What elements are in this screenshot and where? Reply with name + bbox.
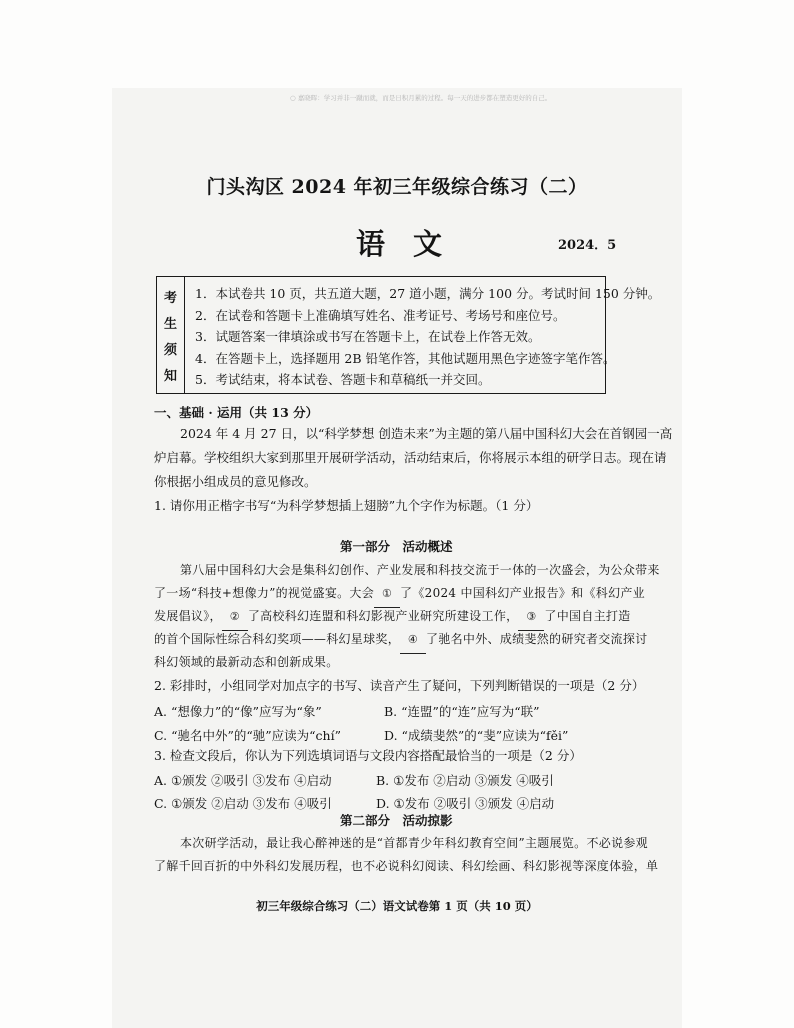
intro-line: 炉启幕。学校组织大家到那里开展研学活动，活动结束后，你将展示本组的研学日志。现在请 xyxy=(154,450,667,465)
exam-notice-box xyxy=(156,276,661,394)
question-3-stem: 3. 检查文段后，你认为下列选填词语与文段内容搭配最恰当的一项是（2 分） xyxy=(154,748,582,763)
part1-line: 第八届中国科幻大会是集科幻创作、产业发展和科技交流于一体的一次盛会，为公众带来 xyxy=(180,563,660,577)
q2-option-a: A. “想像力”的“像”应写为“象” xyxy=(154,704,322,719)
notice-item: 4．在答题卡上，选择题用 2B 铅笔作答，其他试题用黑色字迹签字笔作答。 xyxy=(195,350,616,366)
part2-line: 了解千回百折的中外科幻发展历程，也不必说科幻阅读、科幻绘画、科幻影视等深度体验，单 xyxy=(154,859,659,873)
q3-option-d: D. ①发布 ②吸引 ③颁发 ④启动 xyxy=(376,796,555,811)
notice-label-char: 须 xyxy=(163,342,177,358)
part2-line: 本次研学活动，最让我心醉神迷的是“首都青少年科幻教育空间”主题展览。不必说参观 xyxy=(180,836,648,850)
question-1: 1. 请你用正楷字书写“为科学梦想插上翅膀”九个字作为标题。（1 分） xyxy=(154,498,539,513)
blank-3: ③ xyxy=(518,604,544,631)
q2-option-d: D. “成绩斐然”的“斐”应读为“fěi” xyxy=(384,728,569,743)
q3-option-b: B. ①发布 ②启动 ③颁发 ④吸引 xyxy=(376,773,554,788)
part1-text: 了高校科幻连盟和科幻影视产业研究所建设工作， xyxy=(247,609,519,623)
notice-item: 3．试题答案一律填涂或书写在答题卡上，在试卷上作答无效。 xyxy=(195,329,541,344)
blank-1: ① xyxy=(374,581,400,608)
part1-text: 发展倡议》， xyxy=(154,609,222,623)
exam-title: 门头沟区 2024 年初三年级综合练习（二） xyxy=(206,176,588,198)
notice-label-char: 知 xyxy=(163,368,177,384)
notice-item: 1．本试卷共 10 页，共五道大题，27 道小题，满分 100 分。考试时间 150 分钟。 xyxy=(195,286,661,301)
q2-option-c: C. “驰名中外”的“驰”应读为“chí” xyxy=(154,728,341,743)
exam-date: 2024．5 xyxy=(558,238,617,253)
part1-text: 了《2024 中国科幻产业报告》和《科幻产业 xyxy=(400,586,645,600)
q2-option-b: B. “连盟”的“连”应写为“联” xyxy=(384,704,540,719)
q3-option-c: C. ①颁发 ②启动 ③发布 ④吸引 xyxy=(154,796,332,811)
q3-option-a: A. ①颁发 ②吸引 ③发布 ④启动 xyxy=(154,773,332,788)
subject-title: 语文 xyxy=(356,227,471,261)
part1-line: 科幻领域的最新动态和创新成果。 xyxy=(154,655,339,669)
notice-item: 2．在试卷和答题卡上准确填写姓名、准考证号、考场号和座位号。 xyxy=(195,307,566,323)
section1-heading: 一、基础 · 运用（共 13 分） xyxy=(154,405,319,420)
intro-line: 2024 年 4 月 27 日，以“科学梦想 创造未来”为主题的第八届中国科幻大会在首钢园一高 xyxy=(180,426,673,441)
notice-label-char: 生 xyxy=(163,316,177,332)
page-footer: 初三年级综合练习（二）语文试卷第 1 页（共 10 页） xyxy=(256,899,538,913)
notice-label xyxy=(157,277,185,393)
intro-line: 你根据小组成员的意见修改。 xyxy=(154,474,317,489)
part1-text: 了驰名中外、成绩斐然的研究者交流探讨 xyxy=(426,632,648,646)
part1-text: 的首个国际性综合科幻奖项——科幻星球奖， xyxy=(154,632,401,646)
notice-items xyxy=(195,283,661,391)
part1-heading: 第一部分 活动概述 xyxy=(340,539,453,554)
notice-label-char: 考 xyxy=(163,290,177,306)
part1-text: 了一场“科技+想像力”的视觉盛宴。大会 xyxy=(154,586,375,600)
notice-item: 5．考试结束，将本试卷、答题卡和草稿纸一并交回。 xyxy=(195,372,491,387)
blank-2: ② xyxy=(222,604,248,631)
watermark-text: ○ 嘉晓晖：学习并非一蹴而就，而是日积月累的过程。每一天的进步都在塑造更好的自己。 xyxy=(290,94,552,102)
blank-4: ④ xyxy=(400,627,426,654)
part2-heading: 第二部分 活动掠影 xyxy=(340,813,453,828)
question-2-stem: 2. 彩排时，小组同学对加点字的书写、读音产生了疑问，下列判断错误的一项是（2 分） xyxy=(154,678,645,693)
part1-text: 了中国自主打造 xyxy=(544,609,631,623)
